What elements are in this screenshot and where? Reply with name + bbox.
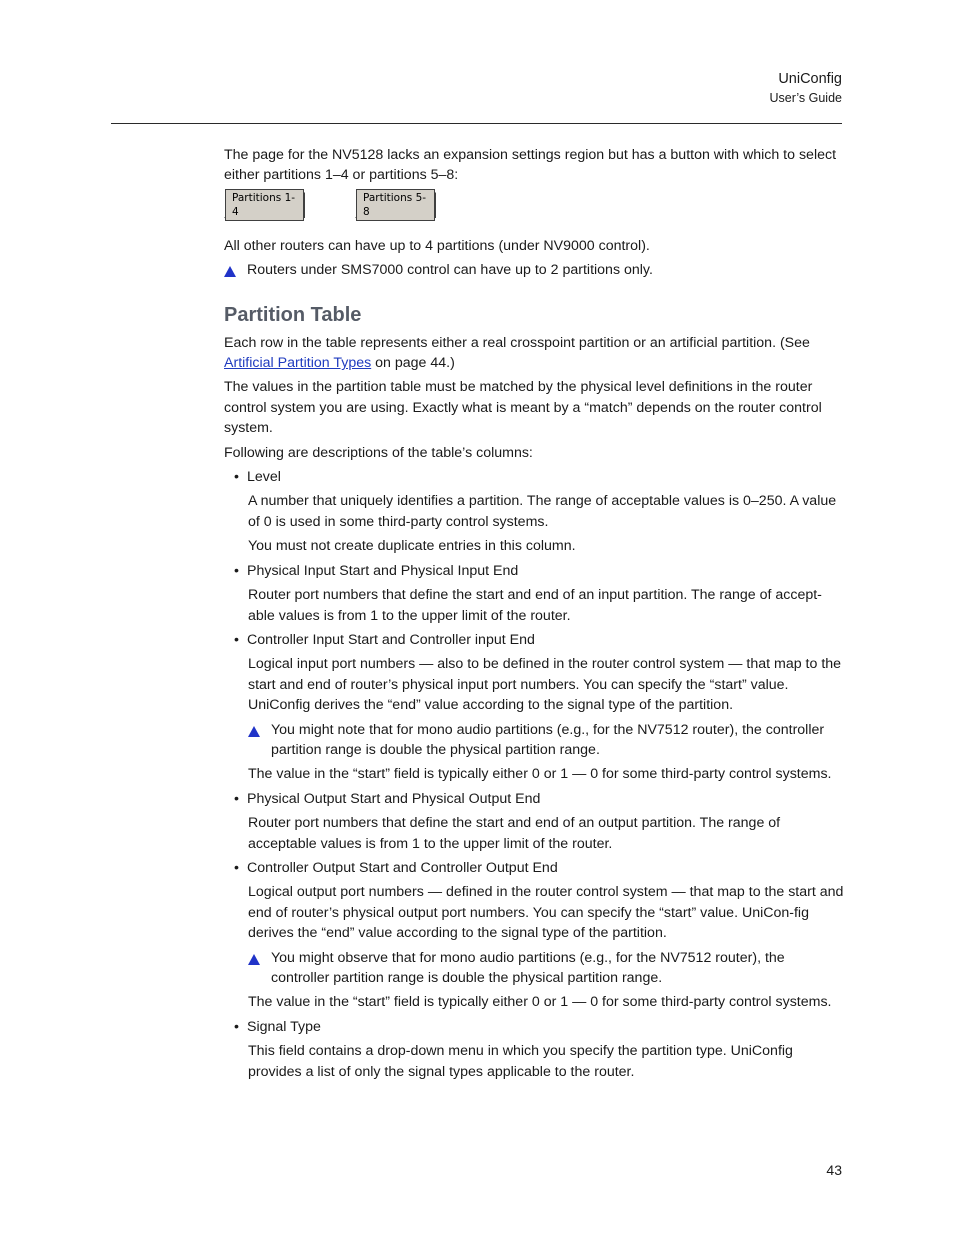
page-number: 43: [826, 1162, 842, 1178]
partitions-1-4-label: Partitions 1-4: [225, 189, 304, 221]
list-item-description: You must not create duplicate entries in this column.: [248, 538, 576, 555]
list-item-title: Signal Type: [247, 1018, 321, 1035]
list-item-title: Physical Output Start and Physical Output End: [247, 790, 541, 807]
partitions-1-4-button[interactable]: [224, 192, 305, 218]
list-item: [224, 630, 844, 650]
bullet-glyph: •: [234, 562, 239, 579]
list-item-description: The value in the “start” field is typically either 0 or 1 — 0 for some third-party control systems.: [248, 766, 832, 783]
note-text: You might note that for mono audio partitions (e.g., for the NV7512 router), the controller partition range is double the physical partition range.: [271, 721, 825, 758]
partition-buttons: [224, 192, 844, 220]
list-item-title: Level: [247, 469, 281, 486]
other-routers-paragraph: All other routers can have up to 4 partitions (under NV9000 control).: [224, 237, 650, 254]
partitions-5-8-label: Partitions 5-8: [356, 189, 435, 221]
list-item-description: This field contains a drop-down menu in which you specify the partition type. UniConfig provides a list of only the signal types applicable to the router.: [248, 1043, 793, 1080]
bullet-glyph: •: [234, 859, 239, 876]
match-paragraph: The values in the partition table must be matched by the physical level definitions in the router control system you are using. Exactly what is meant by a “match” depends on the router control system.: [224, 379, 822, 437]
list-item-description: Logical input port numbers — also to be defined in the router control system — that map to the start and end of router’s physical input port numbers. You can specify the “start” value. UniConfig derives the “end” value according to the signal type of the partition.: [248, 656, 842, 714]
table-intro-paragraph: [224, 333, 844, 374]
sms-note-text: Routers under SMS7000 control can have up to 2 partitions only.: [247, 262, 653, 279]
list-item-title: Physical Input Start and Physical Input End: [247, 562, 519, 579]
note-text: You might observe that for mono audio partitions (e.g., for the NV7512 router), the controller partition range is double the physical partition range.: [271, 949, 785, 986]
list-item: [224, 1017, 844, 1037]
sms-note: [224, 260, 844, 280]
mono-audio-note: [224, 948, 844, 989]
list-item-description: Router port numbers that define the start and end of an input partition. The range of accept-able values is from 1 to the upper limit of the router.: [248, 587, 822, 624]
bullet-glyph: •: [234, 631, 239, 648]
partitions-5-8-button[interactable]: [355, 192, 436, 218]
list-item-description: Logical output port numbers — defined in the router control system — that map to the start and end of router’s physical output port numbers. You can specify the “start” value. UniCon-fig derives the “end” value according to the signal type of the partition.: [248, 884, 844, 942]
artificial-partition-types-link[interactable]: Artificial Partition Types: [224, 355, 372, 372]
list-item: [224, 858, 844, 878]
warning-triangle-icon: [248, 954, 260, 965]
para1-tail: on page 44.): [371, 355, 455, 372]
list-item-description: The value in the “start” field is typically either 0 or 1 — 0 for some third-party control systems.: [248, 994, 832, 1011]
list-item-title: Controller Input Start and Controller input End: [247, 631, 535, 648]
page-content: [224, 145, 844, 1086]
columns-intro-paragraph: Following are descriptions of the table’s columns:: [224, 444, 533, 461]
para1-text: Each row in the table represents either a real crosspoint partition or an artificial partition. (See: [224, 334, 810, 351]
mono-audio-note: [224, 720, 844, 761]
section-heading: Partition Table: [224, 303, 362, 326]
header-title: UniConfig: [778, 71, 842, 87]
header-subtitle: User’s Guide: [769, 91, 842, 105]
bullet-glyph: •: [234, 1018, 239, 1035]
bullet-glyph: •: [234, 469, 239, 486]
list-item: [224, 467, 844, 487]
header-rule: [111, 123, 842, 124]
warning-triangle-icon: [248, 726, 260, 737]
intro-paragraph: The page for the NV5128 lacks an expansion settings region but has a button with which to select either partitions 1–4 or partitions 5–8:: [224, 147, 837, 184]
list-item: [224, 789, 844, 809]
list-item: [224, 561, 844, 581]
warning-triangle-icon: [224, 266, 236, 277]
list-item-description: A number that uniquely identifies a partition. The range of acceptable values is 0–250. A value of 0 is used in some third-party control systems.: [248, 493, 837, 530]
list-item-description: Router port numbers that define the start and end of an output partition. The range of acceptable values is from 1 to the upper limit of the router.: [248, 815, 781, 852]
bullet-glyph: •: [234, 790, 239, 807]
list-item-title: Controller Output Start and Controller Output End: [247, 859, 558, 876]
